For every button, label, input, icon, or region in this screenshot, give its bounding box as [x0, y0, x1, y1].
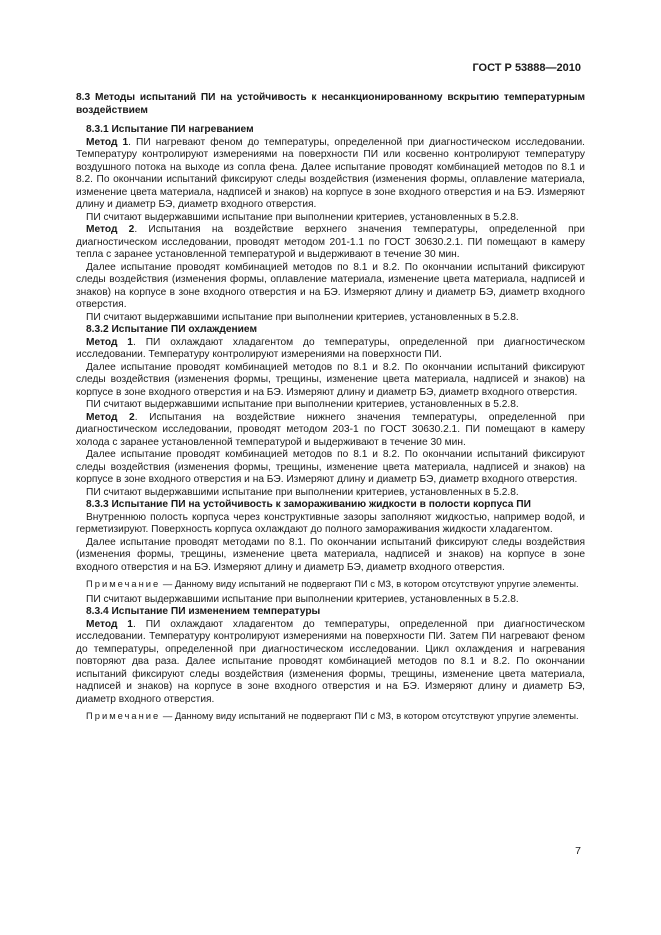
note-text: — Данному виду испытаний не подвергают ПИ с МЗ, в котором отсутствуют упругие элементы.: [160, 578, 579, 589]
s832-m2-pass: ПИ считают выдержавшими испытание при выполнении критериев, установленных в 5.2.8.: [86, 486, 519, 498]
s831-method2: [76, 224, 585, 262]
s833-note: [76, 578, 585, 590]
method-label: Метод 2: [86, 224, 135, 235]
method-label: Метод 1: [86, 618, 133, 630]
s832-m2-text2: Далее испытание проводят комбинацией методов по 8.1 и 8.2. По окончании испытаний фиксируют следы воздействия (изменения формы, трещины, изменение цвета материала, надписей и знаков) на корпусе в зоне входного отверстия и на БЭ. Измеряют длину и диаметр БЭ, диаметр входного отверстия.: [76, 449, 585, 485]
note-label: Примечание: [86, 578, 161, 589]
section-8-3-3-title: 8.3.3 Испытание ПИ на устойчивость к замораживанию жидкости в полости корпуса ПИ: [86, 499, 531, 510]
s832-m1-text2: Далее испытание проводят комбинацией методов по 8.1 и 8.2. По окончании испытаний фиксируют следы воздействия (изменения формы, трещины, изменение цвета материала, надписей и знаков) на корпусе в зоне входного отверстия и на БЭ. Измеряют длину и диаметр БЭ, диаметр входного отверстия.: [76, 361, 585, 398]
section-8-3-1-title: 8.3.1 Испытание ПИ нагреванием: [86, 124, 254, 135]
page-number: 7: [575, 845, 581, 857]
s833-p2: Далее испытание проводят методами по 8.1. По окончании испытаний фиксируют следы воздействия (изменения формы, трещины, изменение цвета материала, надписей и знаков) на корпусе в зоне входного отверстия и на БЭ. Измеряют длину и диаметр БЭ, диаметр входного отверстия.: [76, 536, 585, 573]
method-text: . ПИ охлаждают хладагентом до температуры, определенной при диагностическом исследовании. Температуру контролируют измерениями на поверхности ПИ.: [76, 336, 585, 360]
s832-method2: [76, 412, 585, 450]
method-label: Метод 1: [86, 336, 133, 348]
s831-m2-text2: Далее испытание проводят комбинацией методов по 8.1 и 8.2. По окончании испытаний фиксируют следы воздействия (изменения формы, оплавление материала, изменение цвета материала, надписей и знаков) на корпусе в зоне входного отверстия и на БЭ. Измеряют длину и диаметр БЭ, диаметр входного отверстия.: [76, 261, 585, 310]
method-text: . ПИ нагревают феном до температуры, определенной при диагностическом исследовании. Температуру контролируют измерениями на поверхности ПИ или косвенно контролируют температуру воздушного потока на выходе из сопла фена. Далее испытание проводят комбинацией методов по 8.1 и 8.2. По окончании испытаний фиксируют следы воздействия (изменения формы, оплавление материала, изменение цвета материала, надписей и знаков) на корпусе в зоне входного отверстия и на БЭ. Измеряют длину и диаметр БЭ, диаметр входного отверстия.: [76, 136, 585, 210]
note-text: — Данному виду испытаний не подвергают ПИ с МЗ, в котором отсутствуют упругие элементы.: [160, 710, 579, 721]
section-8-3-4-title: 8.3.4 Испытание ПИ изменением температуры: [86, 606, 321, 617]
section-8-3-title: 8.3 Методы испытаний ПИ на устойчивость к несанкционированному вскрытию температурным воздействием: [76, 92, 585, 116]
method-label: Метод 2: [86, 411, 135, 423]
method-text: . Испытания на воздействие верхнего значения температуры, определенной при диагностическом исследовании, проводят методом 201-1.1 по ГОСТ 30630.2.1. ПИ помещают в камеру тепла с заранее установленной температурой и выдерживают в течение 30 мин.: [76, 224, 585, 260]
page-body: [76, 92, 585, 726]
method-text: . Испытания на воздействие нижнего значения температуры, определенной при диагностическом исследовании, проводят методом 203-1 по ГОСТ 30630.2.1. ПИ помещают в камеру холода с заранее установленной температурой и выдерживают в течение 30 мин.: [76, 411, 585, 448]
s834-note: [76, 710, 585, 722]
s831-m2-pass: ПИ считают выдержавшими испытание при выполнении критериев, установленных в 5.2.8.: [86, 311, 519, 323]
s832-m1-pass: ПИ считают выдержавшими испытание при выполнении критериев, установленных в 5.2.8.: [86, 399, 519, 410]
s832-method1: [76, 337, 585, 362]
note-label: Примечание: [86, 710, 161, 721]
section-8-3-2-title: 8.3.2 Испытание ПИ охлаждением: [86, 324, 257, 335]
s834-method1: [76, 619, 585, 707]
method-label: Метод 1: [86, 136, 129, 148]
s833-pass: ПИ считают выдержавшими испытание при выполнении критериев, установленных в 5.2.8.: [86, 593, 519, 605]
s833-p1: Внутреннюю полость корпуса через конструктивные зазоры заполняют жидкостью, например водой, и герметизируют. Поверхность корпуса охлаждают до полного замораживания жидкости хладагентом.: [76, 511, 585, 535]
method-text: . ПИ охлаждают хладагентом до температуры, определенной при диагностическом исследовании. Температуру контролируют измерениями на поверхности ПИ. Затем ПИ нагревают феном до температуры, определенной при диагностическом исследовании. Цикл охлаждения и нагревания повторяют два раза. Далее испытание проводят комбинацией методов по 8.1 и 8.2. По окончании испытаний фиксируют следы воздействия (изменения формы, трещины, изменение цвета материала, надписей и знаков) на корпусе в зоне входного отверстия и на БЭ. Измеряют длину и диаметр БЭ, диаметр входного отверстия.: [76, 618, 585, 705]
s831-method1: [76, 137, 585, 212]
document-id: ГОСТ Р 53888—2010: [472, 62, 581, 74]
s831-m1-pass: ПИ считают выдержавшими испытание при выполнении критериев, установленных в 5.2.8.: [86, 211, 519, 223]
